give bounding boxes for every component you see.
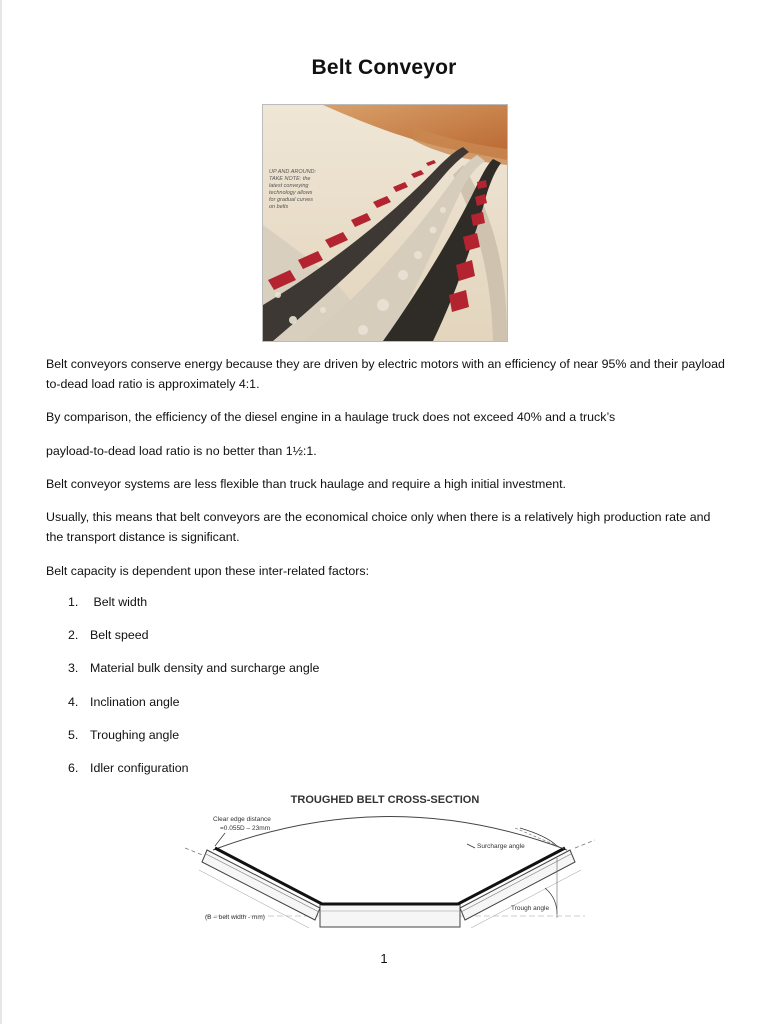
page-title: Belt Conveyor [311, 56, 457, 79]
belt-width-label: (B – belt width - mm) [205, 914, 265, 921]
svg-text:on belts: on belts [269, 204, 289, 210]
svg-text:technology allows: technology allows [269, 190, 313, 196]
page-number: 1 [380, 951, 388, 966]
conveyor-illustration [263, 105, 507, 341]
paragraph-energy: Belt conveyors conserve energy because they are driven by electric motors with an efficiency of near 95% and their payload to-dead load ratio is approximately 4:1. [46, 357, 725, 391]
svg-text:for gradual curves: for gradual curves [269, 197, 314, 203]
list-item: 5. Troughing angle [68, 727, 180, 742]
paragraph-economics: Usually, this means that belt conveyors are the economical choice only when there is a relatively high production rate and the transport distance is significant. [46, 510, 711, 544]
paragraph-capacity: Belt capacity is dependent upon these inter-related factors: [46, 564, 370, 578]
paragraph-ratio: payload-to-dead load ratio is no better than 1½:1. [46, 444, 317, 458]
troughed-belt-diagram [185, 788, 595, 943]
factor-list [68, 592, 319, 791]
cross-section-drawing [185, 788, 595, 943]
list-item: 1. Belt width [68, 595, 148, 609]
clear-edge-formula: =0.055D – 23mm [220, 825, 271, 832]
svg-text:TAKE NOTE: the: TAKE NOTE: the [269, 176, 311, 182]
list-item: 4. Inclination angle [68, 694, 180, 709]
list-item: 3. Material bulk density and surcharge angle [68, 661, 320, 676]
clear-edge-pointer [215, 833, 225, 846]
page-edge [0, 0, 2, 1024]
trough-angle-label: Trough angle [511, 905, 550, 912]
surcharge-arc [520, 828, 557, 846]
list-item: 6. Idler configuration [68, 760, 189, 775]
svg-text:UP AND AROUND:: UP AND AROUND: [269, 169, 317, 175]
surcharge-angle-label: Surcharge angle [477, 843, 525, 850]
svg-text:latest conveying: latest conveying [269, 183, 309, 189]
paragraph-comparison: By comparison, the efficiency of the diesel engine in a haulage truck does not exceed 40% and a truck’s [46, 410, 616, 424]
conveyor-photo [262, 104, 508, 342]
diagram-title: TROUGHED BELT CROSS-SECTION [290, 794, 480, 806]
center-idler [320, 904, 460, 927]
surcharge-pointer [467, 844, 475, 848]
paragraph-flexibility: Belt conveyor systems are less flexible than truck haulage and require a high initial investment. [46, 477, 566, 491]
clear-edge-label: Clear edge distance [213, 816, 271, 823]
list-item: 2. Belt speed [68, 628, 149, 643]
